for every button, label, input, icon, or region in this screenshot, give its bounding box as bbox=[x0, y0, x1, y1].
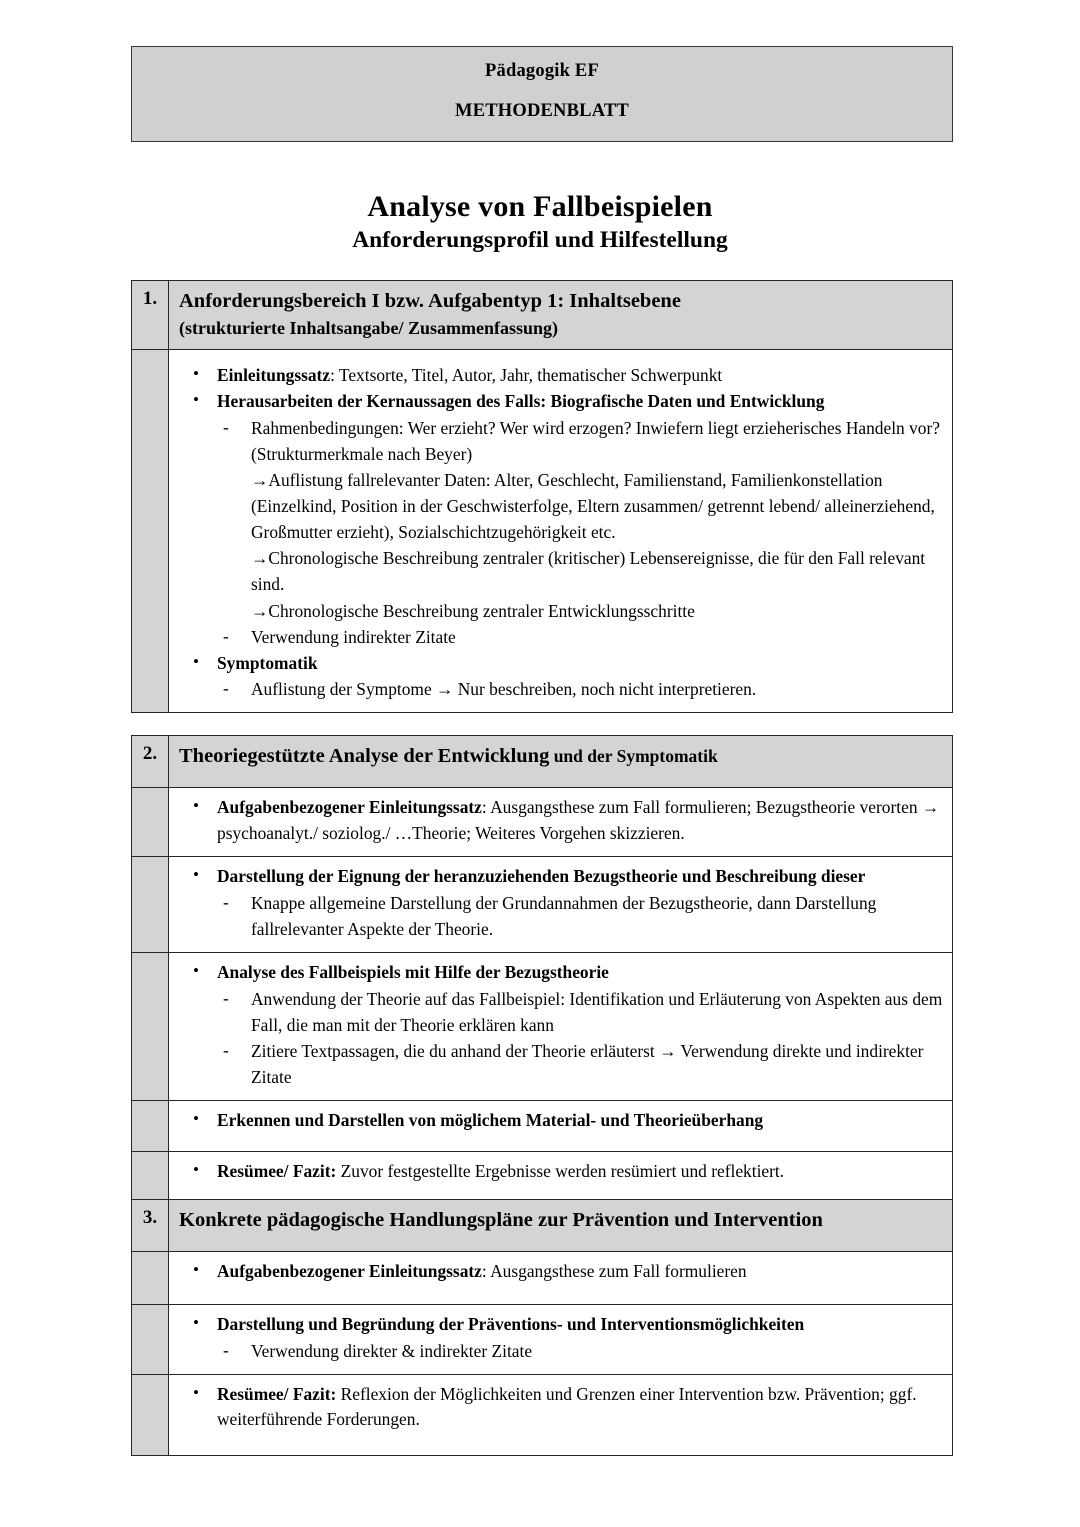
item-text: Zuvor festgestellte Ergebnisse werden resümiert und reflektiert. bbox=[336, 1160, 785, 1181]
row-content-cell bbox=[169, 1151, 953, 1202]
row-spacer-cell bbox=[132, 1374, 169, 1455]
row-list bbox=[179, 1108, 944, 1134]
list-item bbox=[179, 1259, 944, 1285]
list-item bbox=[179, 1108, 944, 1134]
dash-icon: - bbox=[223, 1039, 229, 1060]
list-item bbox=[179, 651, 944, 703]
item-text: Reflexion der Möglichkeiten und Grenzen einer Intervention bzw. Prävention; ggf. weiterführende Forderungen. bbox=[217, 1383, 917, 1430]
item-label: Resümee/ Fazit: bbox=[217, 1383, 337, 1404]
sublist bbox=[217, 415, 944, 467]
sublist-text: Rahmenbedingungen: Wer erzieht? Wer wird erzogen? Inwiefern liegt erzieherisches Handeln vor? (Strukturmerkmale nach Beyer) bbox=[251, 417, 940, 464]
page-subtitle: Anforderungsprofil und Hilfestellung bbox=[352, 227, 728, 253]
sublist-item bbox=[217, 986, 944, 1038]
sublist-item bbox=[217, 890, 944, 942]
row-spacer-cell bbox=[132, 857, 169, 953]
bullet-icon: • bbox=[193, 1260, 199, 1279]
row-spacer-cell bbox=[132, 1151, 169, 1202]
item-label: Herausarbeiten der Kernaussagen des Falls: Biografische Daten und Entwicklung bbox=[217, 391, 825, 412]
list-item bbox=[179, 1382, 944, 1433]
section-2-table bbox=[131, 735, 953, 1203]
section-1-list bbox=[179, 363, 944, 703]
dash-icon: - bbox=[223, 416, 229, 437]
item-text: : Textsorte, Titel, Autor, Jahr, thematischer Schwerpunkt bbox=[330, 364, 723, 385]
row-spacer-cell bbox=[132, 788, 169, 857]
dash-icon: - bbox=[223, 987, 229, 1008]
row-content-cell bbox=[169, 857, 953, 953]
section-2-heading-cell bbox=[169, 736, 953, 788]
row-content-cell bbox=[169, 1374, 953, 1455]
table-row bbox=[132, 1305, 953, 1375]
section-3-table bbox=[131, 1199, 953, 1456]
item-label: Einleitungssatz bbox=[217, 364, 331, 385]
section-1-body-cell bbox=[169, 349, 953, 713]
item-label: Aufgabenbezogener Einleitungssatz bbox=[217, 797, 482, 817]
section-1-spacer-cell bbox=[132, 349, 169, 713]
section-2-number: 2. bbox=[132, 736, 169, 788]
sublist-item bbox=[217, 415, 944, 467]
row-spacer-cell bbox=[132, 1305, 169, 1375]
bullet-icon: • bbox=[193, 1313, 199, 1332]
table-row bbox=[132, 952, 953, 1100]
sublist bbox=[217, 676, 944, 702]
row-list bbox=[179, 864, 944, 942]
arrow-text: Auflistung fallrelevanter Daten: Alter, Geschlecht, Familienstand, Familienkonstellation (Einzelkind, Position in der Geschwisterfolge, Eltern zusammen/ getrennt lebend/ alleinerziehend, Großmutter erzieht), Sozialschichtzugehörigkeit etc. bbox=[251, 470, 935, 543]
bullet-icon: • bbox=[193, 390, 199, 410]
row-content-cell bbox=[169, 1252, 953, 1305]
sublist-text: Auflistung der Symptome → Nur beschreiben, noch nicht interpretieren. bbox=[251, 679, 757, 700]
bullet-icon: • bbox=[193, 363, 199, 383]
bullet-icon: • bbox=[193, 865, 199, 885]
bullet-icon: • bbox=[193, 1159, 199, 1179]
item-label: Analyse des Fallbeispiels mit Hilfe der Bezugstheorie bbox=[217, 961, 609, 982]
row-content-cell bbox=[169, 1100, 953, 1151]
table-row bbox=[132, 1252, 953, 1305]
sublist-text: Verwendung indirekter Zitate bbox=[251, 626, 456, 647]
sublist bbox=[217, 624, 944, 650]
row-list bbox=[179, 1259, 944, 1285]
row-spacer-cell bbox=[132, 1252, 169, 1305]
list-item bbox=[179, 960, 944, 1090]
sublist-text: Knappe allgemeine Darstellung der Grundannahmen der Bezugstheorie, dann Darstellung fallrelevanter Aspekte der Theorie. bbox=[251, 892, 877, 939]
row-list bbox=[179, 1159, 944, 1185]
table-row bbox=[132, 1151, 953, 1202]
list-item bbox=[179, 795, 944, 846]
table-row bbox=[132, 1374, 953, 1455]
arrow-text: Chronologische Beschreibung zentraler (kritischer) Lebensereignisse, die für den Fall relevant sind. bbox=[251, 548, 926, 595]
section-1-heading-cell bbox=[169, 281, 953, 350]
sublist bbox=[217, 890, 944, 942]
row-spacer-cell bbox=[132, 952, 169, 1100]
row-content-cell bbox=[169, 1305, 953, 1375]
item-label: Aufgabenbezogener Einleitungssatz bbox=[217, 1261, 482, 1281]
arrow-line bbox=[217, 598, 944, 624]
row-spacer-cell bbox=[132, 1100, 169, 1151]
list-item bbox=[179, 389, 944, 650]
arrow-icon: → bbox=[251, 470, 269, 491]
row-content-cell bbox=[169, 788, 953, 857]
arrow-text: Chronologische Beschreibung zentraler Entwicklungsschritte bbox=[268, 600, 695, 621]
row-list bbox=[179, 1382, 944, 1433]
section-1-heading-line1: Anforderungsbereich I bzw. Aufgabentyp 1: Inhaltsebene bbox=[179, 290, 681, 312]
sublist-item bbox=[217, 676, 944, 702]
dash-icon: - bbox=[223, 1339, 229, 1360]
list-item bbox=[179, 864, 944, 942]
item-label: Erkennen und Darstellen von möglichem Material- und Theorieüberhang bbox=[217, 1109, 764, 1130]
sublist-text: Anwendung der Theorie auf das Fallbeispiel: Identifikation und Erläuterung von Aspekten aus dem Fall, die man mit der Theorie erklären kann bbox=[251, 988, 943, 1035]
section-1-body-row bbox=[132, 349, 953, 713]
table-row bbox=[132, 857, 953, 953]
sublist-item bbox=[217, 1338, 944, 1364]
section-3-heading-cell bbox=[169, 1200, 953, 1252]
bullet-icon: • bbox=[193, 1108, 199, 1128]
item-text: : Ausgangsthese zum Fall formulieren bbox=[481, 1261, 747, 1281]
row-list bbox=[179, 795, 944, 846]
row-list bbox=[179, 960, 944, 1090]
item-label: Resümee/ Fazit: bbox=[217, 1160, 337, 1181]
section-1-number: 1. bbox=[132, 281, 169, 350]
section-3-number: 3. bbox=[132, 1200, 169, 1252]
table-row bbox=[132, 788, 953, 857]
sublist bbox=[217, 986, 944, 1090]
header-subject: Pädagogik EF bbox=[485, 61, 599, 81]
bullet-icon: • bbox=[193, 1382, 199, 1402]
sublist-item bbox=[217, 624, 944, 650]
arrow-icon: → bbox=[251, 600, 269, 621]
bullet-icon: • bbox=[193, 960, 199, 980]
list-item bbox=[179, 1312, 944, 1364]
page-title: Analyse von Fallbeispielen bbox=[367, 190, 713, 223]
sublist bbox=[217, 1338, 944, 1364]
bullet-icon: • bbox=[193, 796, 199, 815]
dash-icon: - bbox=[223, 891, 229, 912]
arrow-line bbox=[217, 545, 944, 597]
header-doctype: METHODENBLATT bbox=[455, 101, 629, 121]
row-list bbox=[179, 1312, 944, 1364]
table-row bbox=[132, 1100, 953, 1151]
document-header-box bbox=[131, 46, 953, 142]
row-content-cell bbox=[169, 952, 953, 1100]
list-item bbox=[179, 1159, 944, 1185]
section-2-header-row bbox=[132, 736, 953, 788]
section-1-heading-line2: (strukturierte Inhaltsangabe/ Zusammenfassung) bbox=[179, 318, 559, 339]
sublist-text: Verwendung direkter & indirekter Zitate bbox=[251, 1340, 533, 1361]
section-2-heading-line1: Theoriegestützte Analyse der Entwicklung bbox=[179, 745, 550, 767]
item-label: Symptomatik bbox=[217, 652, 318, 673]
section-3-heading-line1: Konkrete pädagogische Handlungspläne zur Prävention und Intervention bbox=[179, 1209, 823, 1231]
arrow-icon: → bbox=[251, 548, 269, 569]
item-label: Darstellung der Eignung der heranzuziehenden Bezugstheorie und Beschreibung dieser bbox=[217, 866, 866, 887]
dash-icon: - bbox=[223, 625, 229, 646]
list-item bbox=[179, 363, 944, 389]
sublist-item bbox=[217, 1038, 944, 1090]
section-1-table bbox=[131, 280, 953, 713]
arrow-line bbox=[217, 467, 944, 545]
dash-icon: - bbox=[223, 678, 229, 699]
item-text: : Ausgangsthese zum Fall formulieren; Bezugstheorie verorten → psychoanalyt./ soziolog./ …Theorie; Weiteres Vorgehen skizzieren. bbox=[217, 797, 940, 843]
bullet-icon: • bbox=[193, 651, 199, 671]
section-3-header-row bbox=[132, 1200, 953, 1252]
item-label: Darstellung und Begründung der Präventions- und Interventionsmöglichkeiten bbox=[217, 1314, 805, 1334]
section-2-heading-tail: und der Symptomatik bbox=[549, 746, 718, 766]
section-1-header-row bbox=[132, 281, 953, 350]
sublist-text: Zitiere Textpassagen, die du anhand der Theorie erläuterst → Verwendung direkte und indirekter Zitate bbox=[251, 1040, 924, 1087]
